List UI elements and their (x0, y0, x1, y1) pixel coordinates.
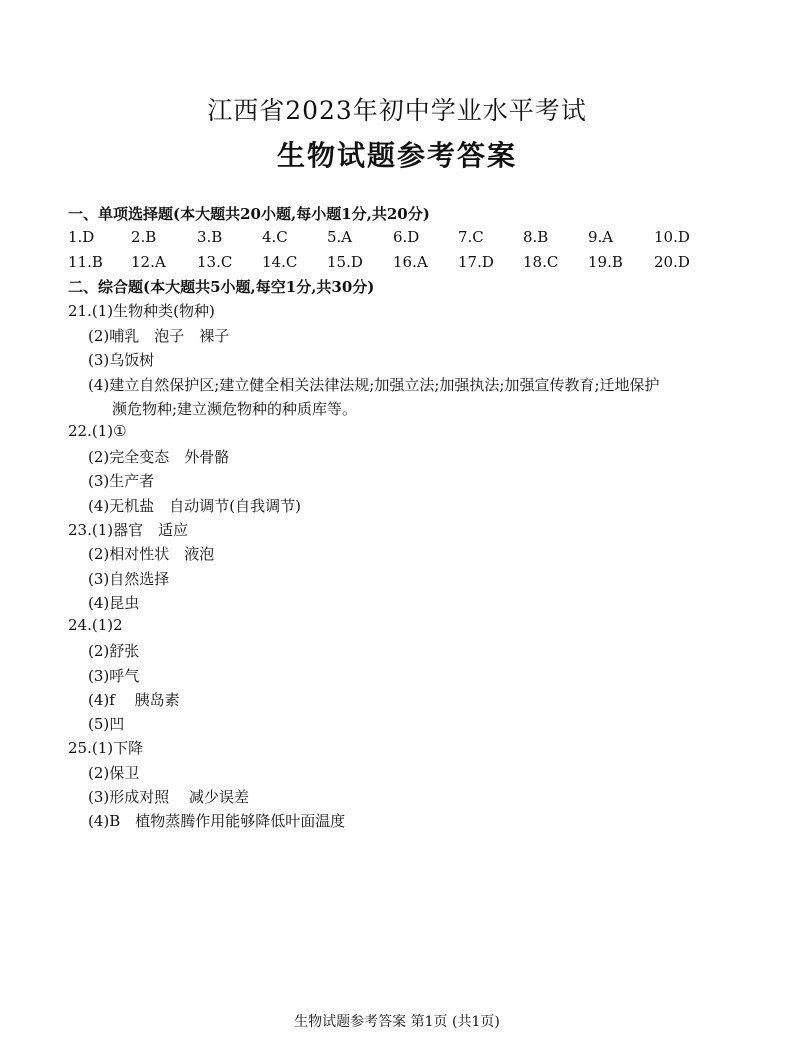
q21-line: 21.(1)生物种类(物种) (68, 302, 215, 320)
q21-line: (2)哺乳 泡子 裸子 (88, 327, 230, 345)
q25-line: 25.(1)下降 (68, 739, 144, 757)
mc-answer: 13.C (197, 253, 233, 271)
mc-answer: 15.D (327, 253, 363, 271)
q24-line: (5)凹 (88, 715, 125, 733)
q24-line: (2)舒张 (88, 642, 140, 660)
q25-line: (2)保卫 (88, 764, 140, 782)
mc-answer: 4.C (262, 228, 288, 246)
q25-line: (4)B 植物蒸腾作用能够降低叶面温度 (88, 812, 346, 830)
mc-answer: 20.D (654, 253, 690, 271)
mc-answer: 11.B (68, 253, 103, 271)
q22-line: (4)无机盐 自动调节(自我调节) (88, 497, 301, 515)
q24-line: (4)f 胰岛素 (88, 691, 180, 709)
section-heading-multiple-choice: 一、单项选择题(本大题共20小题,每小题1分,共20分) (68, 205, 430, 223)
q22-line: (3)生产者 (88, 472, 155, 490)
answer-key-title: 生物试题参考答案 (276, 139, 517, 172)
q23-line: (4)昆虫 (88, 594, 140, 612)
mc-answer: 10.D (654, 228, 690, 246)
q21-line: (4)建立自然保护区;建立健全相关法律法规;加强立法;加强执法;加强宣传教育;迁地保护 (88, 376, 660, 394)
q24-line: (3)呼气 (88, 667, 140, 685)
q22-line: 22.(1)① (68, 422, 127, 440)
mc-answer: 9.A (588, 228, 614, 246)
mc-answer: 2.B (131, 228, 157, 246)
q23-line: (2)相对性状 液泡 (88, 545, 215, 563)
q25-line: (3)形成对照 减少误差 (88, 788, 250, 806)
q23-line: 23.(1)器官 适应 (68, 521, 189, 539)
mc-answer: 19.B (588, 253, 623, 271)
page-footer: 生物试题参考答案 第1页 (共1页) (294, 1014, 500, 1030)
q22-line: (2)完全变态 外骨骼 (88, 448, 230, 466)
mc-answer: 5.A (327, 228, 353, 246)
mc-answer: 1.D (68, 228, 95, 246)
q21-line: (3)乌饭树 (88, 351, 155, 369)
mc-answer: 14.C (262, 253, 298, 271)
mc-answer: 3.B (197, 228, 223, 246)
mc-answer: 16.A (393, 253, 428, 271)
mc-answer: 18.C (523, 253, 559, 271)
mc-answer: 6.D (393, 228, 420, 246)
mc-answer: 7.C (458, 228, 484, 246)
mc-answer: 12.A (131, 253, 166, 271)
q24-line: 24.(1)2 (68, 616, 123, 634)
q21-line: 濒危物种;建立濒危物种的种质库等。 (112, 400, 358, 418)
mc-answer: 17.D (458, 253, 494, 271)
exam-title: 江西省2023年初中学业水平考试 (207, 96, 587, 125)
section-heading-comprehensive: 二、综合题(本大题共5小题,每空1分,共30分) (68, 278, 375, 296)
mc-answer: 8.B (523, 228, 549, 246)
q23-line: (3)自然选择 (88, 570, 170, 588)
